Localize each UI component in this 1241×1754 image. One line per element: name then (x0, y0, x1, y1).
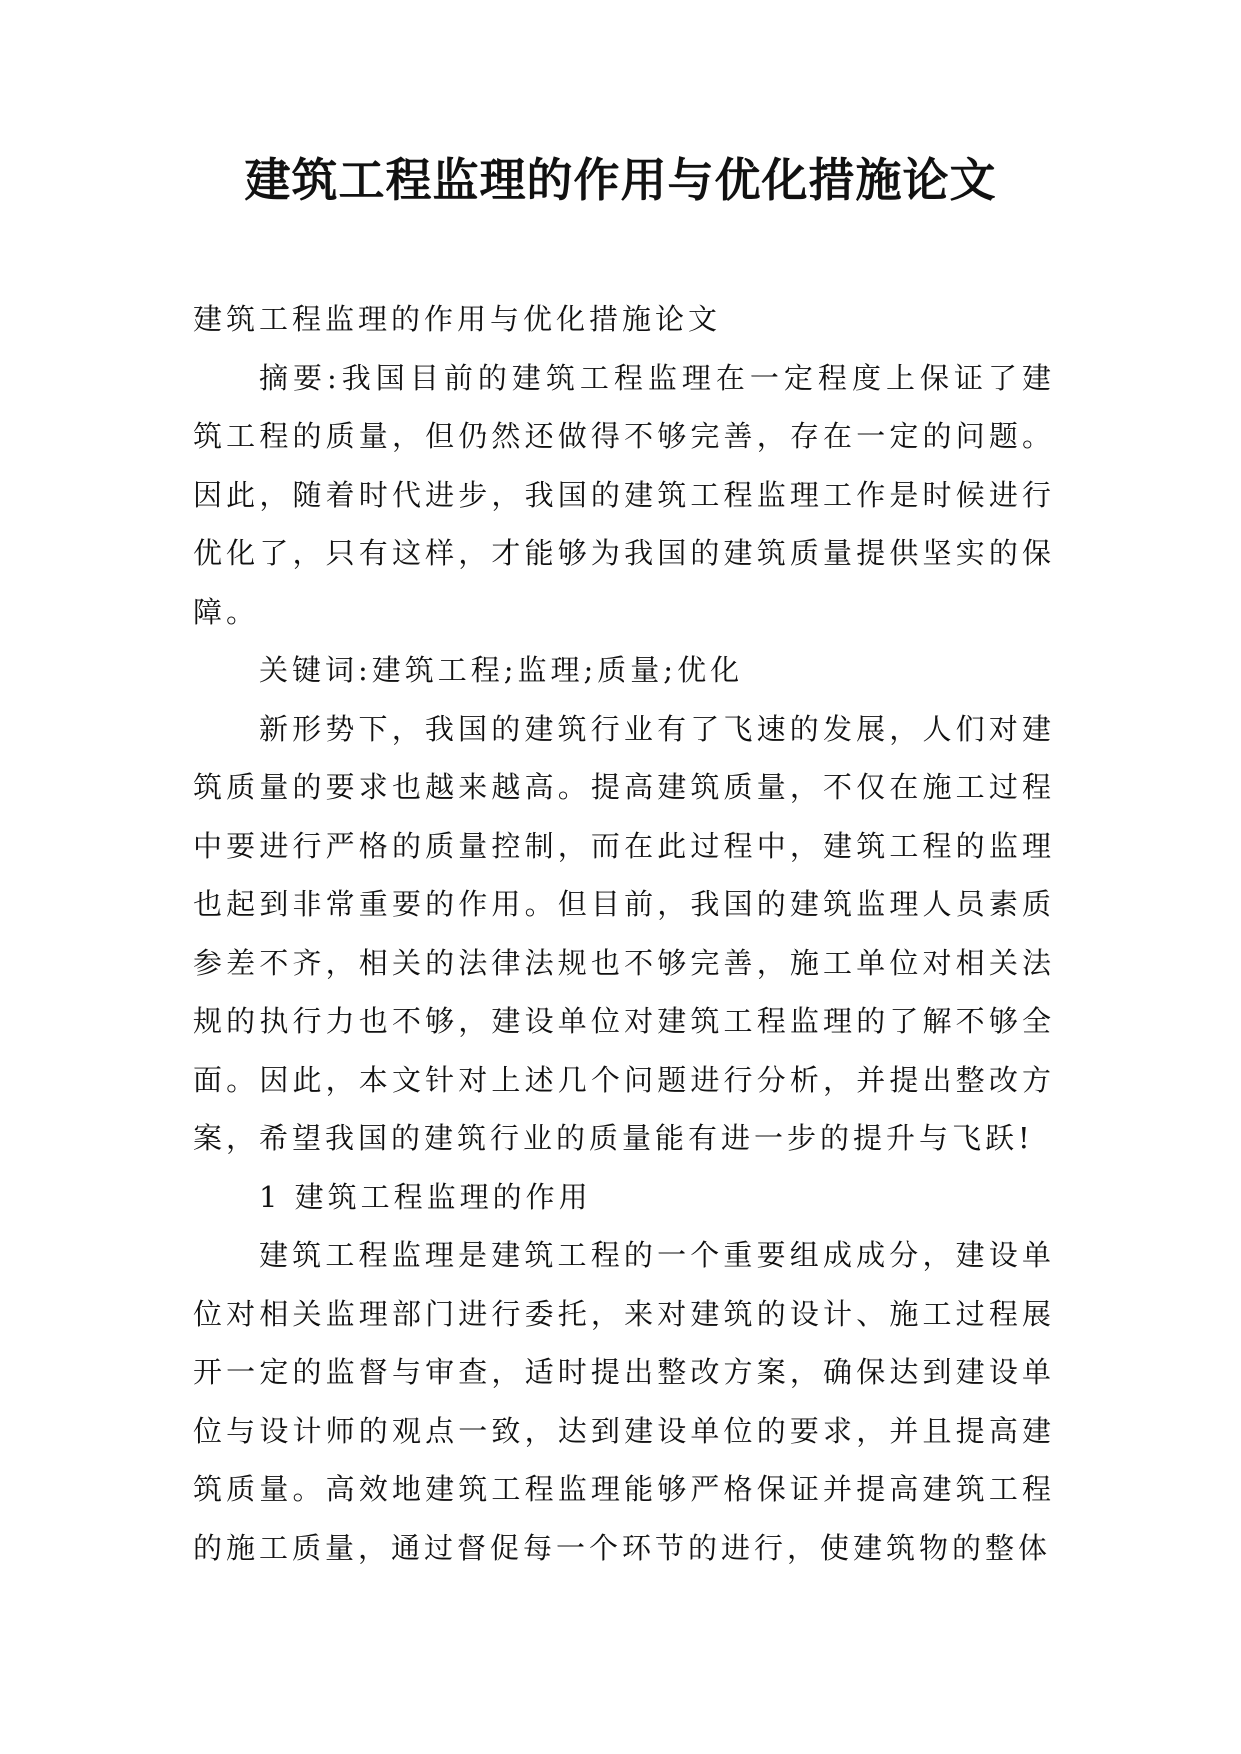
paragraph-keywords: 关键词:建筑工程;监理;质量;优化 (259, 653, 744, 687)
section-heading-1: 1 建筑工程监理的作用 (259, 1179, 592, 1214)
paragraph-abstract: 摘要:我国目前的建筑工程监理在一定程度上保证了建筑工程的质量，但仍然还做得不够完善，存在一定的问题。因此，随着时代进步，我国的建筑工程监理工作是时候进行优化了，只有这样，才能够为我国的建筑质量提供坚实的保障。 (193, 360, 1055, 629)
document-body (193, 290, 1055, 1577)
paragraph-introduction: 新形势下，我国的建筑行业有了飞速的发展，人们对建筑质量的要求也越来越高。提高建筑质量，不仅在施工过程中要进行严格的质量控制，而在此过程中，建筑工程的监理也起到非常重要的作用。但目前，我国的建筑监理人员素质参差不齐，相关的法律法规也不够完善，施工单位对相关法规的执行力也不够，建设单位对建筑工程监理的了解不够全面。因此，本文针对上述几个问题进行分析，并提出整改方案，希望我国的建筑行业的质量能有进一步的提升与飞跃! (193, 711, 1055, 1155)
paragraph-heading: 建筑工程监理的作用与优化措施论文 (193, 302, 722, 336)
paragraph-section-1: 建筑工程监理是建筑工程的一个重要组成成分，建设单位对相关监理部门进行委托，来对建筑的设计、施工过程展开一定的监督与审查，适时提出整改方案，确保达到建设单位与设计师的观点一致，达到建设单位的要求，并且提高建筑质量。高效地建筑工程监理能够严格保证并提高建筑工程的施工质量，通过督促每一个环节的进行，使建筑物的整体 (193, 1238, 1055, 1565)
document-title: 建筑工程监理的作用与优化措施论文 (244, 153, 997, 207)
